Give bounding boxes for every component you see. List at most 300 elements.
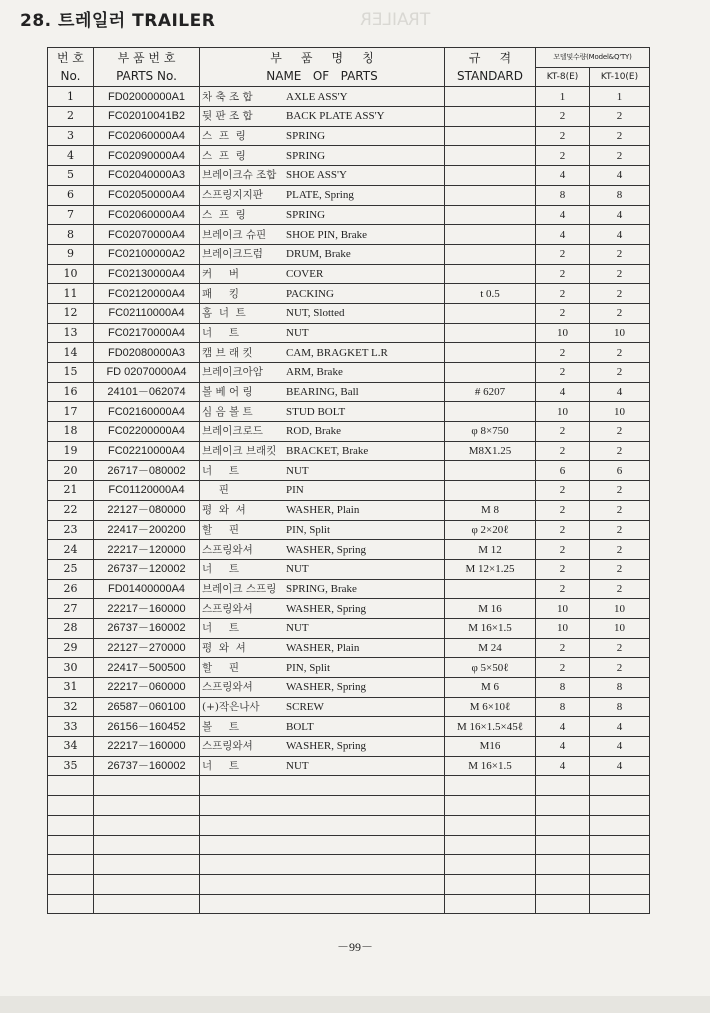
row-qty-kt10: 2 [590,146,650,166]
row-standard: M 6×10ℓ [445,697,536,717]
row-no: 5 [48,166,94,186]
page-title: 28. 트레일러 TRAILER [20,11,216,31]
row-name-en: BACK PLATE ASS'Y [286,110,385,123]
row-qty-kt8: 2 [536,126,590,146]
header-standard-en: STANDARD [456,69,524,84]
header-model-qty: 모델및수량(Model&Q'TY) [536,48,650,68]
row-no: 30 [48,658,94,678]
row-no: 19 [48,441,94,461]
empty-table-row [48,815,650,835]
row-parts-no: FD02080000A3 [94,343,200,363]
row-name [200,678,445,698]
row-qty-kt10: 2 [590,303,650,323]
row-name [200,303,445,323]
row-standard [445,343,536,363]
row-name [200,481,445,501]
row-name [200,343,445,363]
row-qty-kt8: 2 [536,559,590,579]
row-name-ko: 브레이크 슈핀 [202,228,267,241]
row-standard: M 6 [445,678,536,698]
row-qty-kt10: 4 [590,166,650,186]
row-qty-kt10: 4 [590,737,650,757]
row-name-en: WASHER, Spring [286,681,367,694]
empty-cell [48,874,94,894]
row-no: 18 [48,422,94,442]
empty-table-row [48,874,650,894]
empty-cell [590,835,650,855]
row-qty-kt10: 2 [590,481,650,501]
empty-cell [94,874,200,894]
table-row [48,402,650,422]
header-name-en: NAME OF PARTS [266,69,378,84]
row-qty-kt8: 4 [536,225,590,245]
row-qty-kt10: 2 [590,422,650,442]
header-name-ko: 부 품 명 칭 [270,51,374,66]
row-name-en: SPRING, Brake [286,582,357,595]
row-standard [445,579,536,599]
table-row [48,579,650,599]
row-name [200,382,445,402]
row-name-en: CAM, BRAGKET L.R [286,346,388,359]
row-standard: φ 8×750 [445,422,536,442]
row-name-en: PACKING [286,287,334,300]
empty-cell [445,894,536,914]
row-no: 13 [48,323,94,343]
empty-cell [48,796,94,816]
row-name-en: SHOE ASS'Y [286,169,347,182]
empty-cell [590,796,650,816]
row-name [200,579,445,599]
row-parts-no: 22217－160000 [94,737,200,757]
table-row [48,697,650,717]
empty-table-row [48,855,650,875]
row-name [200,697,445,717]
row-parts-no: FC02010041B2 [94,107,200,127]
row-name-ko: 너 트 [202,326,239,339]
table-row [48,658,650,678]
empty-cell [94,894,200,914]
table-row [48,481,650,501]
row-qty-kt10: 2 [590,363,650,383]
row-qty-kt10: 2 [590,540,650,560]
row-standard: φ 5×50ℓ [445,658,536,678]
row-parts-no: FC02060000A4 [94,126,200,146]
row-parts-no: 26587－060100 [94,697,200,717]
row-name-en: PIN, Split [286,523,331,536]
row-no: 27 [48,599,94,619]
row-parts-no: 26737－160002 [94,618,200,638]
row-no: 20 [48,461,94,481]
empty-cell [200,815,445,835]
row-qty-kt10: 2 [590,343,650,363]
row-qty-kt10: 10 [590,402,650,422]
row-standard: M 8 [445,500,536,520]
empty-cell [445,855,536,875]
table-row [48,107,650,127]
row-qty-kt8: 2 [536,343,590,363]
row-name [200,284,445,304]
row-name [200,540,445,560]
row-name-en: NUT, Slotted [286,307,345,320]
row-name-en: PLATE, Spring [286,189,354,202]
row-standard [445,146,536,166]
row-no: 14 [48,343,94,363]
row-name [200,323,445,343]
table-row [48,559,650,579]
row-name-ko: 브레이크드럼 [202,248,263,261]
bleed-through-title: TRAILER [360,10,431,30]
row-no: 35 [48,756,94,776]
table-row [48,126,650,146]
row-no: 1 [48,87,94,107]
table-row [48,264,650,284]
empty-cell [200,855,445,875]
parts-table [47,47,650,914]
row-qty-kt8: 4 [536,737,590,757]
row-qty-kt8: 8 [536,185,590,205]
row-qty-kt10: 2 [590,264,650,284]
row-parts-no: FC02070000A4 [94,225,200,245]
table-row [48,638,650,658]
row-name-ko: 평 와 셔 [202,641,246,654]
header-parts-no [94,48,200,87]
row-name [200,107,445,127]
empty-cell [200,796,445,816]
row-name-en: WASHER, Plain [286,504,360,517]
row-name-en: SCREW [286,701,324,714]
empty-cell [590,776,650,796]
header-no-en: No. [60,69,81,84]
row-qty-kt8: 2 [536,540,590,560]
row-no: 22 [48,500,94,520]
table-row [48,343,650,363]
row-name-ko: 볼 베 어 링 [202,386,253,399]
empty-cell [590,815,650,835]
row-no: 4 [48,146,94,166]
row-qty-kt8: 2 [536,481,590,501]
parts-table-body [48,87,650,914]
header-model-kt10: KT-10(E) [590,67,650,87]
row-parts-no: 26737－120002 [94,559,200,579]
row-name-en: WASHER, Spring [286,602,367,615]
empty-cell [200,894,445,914]
row-name [200,166,445,186]
row-qty-kt10: 2 [590,500,650,520]
row-qty-kt10: 2 [590,579,650,599]
row-name-ko: 홈 너 트 [202,307,246,320]
empty-cell [445,776,536,796]
row-standard: φ 2×20ℓ [445,520,536,540]
table-row [48,599,650,619]
empty-cell [94,815,200,835]
row-qty-kt10: 8 [590,185,650,205]
row-qty-kt10: 10 [590,599,650,619]
row-qty-kt10: 8 [590,678,650,698]
row-qty-kt8: 2 [536,658,590,678]
row-name [200,717,445,737]
row-parts-no: 24101－062074 [94,382,200,402]
row-parts-no: 22217－160000 [94,599,200,619]
row-name-ko: 핀 [202,484,229,497]
empty-cell [590,894,650,914]
row-standard [445,461,536,481]
empty-cell [445,815,536,835]
empty-cell [536,796,590,816]
row-name-ko: 패 킹 [202,287,239,300]
row-qty-kt10: 2 [590,638,650,658]
page-bottom-edge [0,996,710,1013]
row-name [200,441,445,461]
empty-cell [200,874,445,894]
row-name [200,638,445,658]
table-row [48,87,650,107]
empty-cell [48,835,94,855]
table-row [48,323,650,343]
row-no: 32 [48,697,94,717]
row-name-ko: (+)작은나사 [202,701,260,714]
table-row [48,678,650,698]
row-no: 26 [48,579,94,599]
table-row [48,540,650,560]
row-qty-kt8: 10 [536,323,590,343]
row-no: 24 [48,540,94,560]
row-standard [445,225,536,245]
row-standard: # 6207 [445,382,536,402]
table-row [48,461,650,481]
header-standard [445,48,536,87]
row-name-en: ARM, Brake [286,366,343,379]
row-qty-kt8: 4 [536,756,590,776]
row-standard: t 0.5 [445,284,536,304]
row-name [200,146,445,166]
row-standard [445,244,536,264]
table-row [48,618,650,638]
row-name [200,756,445,776]
empty-table-row [48,894,650,914]
row-qty-kt10: 2 [590,658,650,678]
row-name [200,559,445,579]
table-row [48,363,650,383]
row-name [200,225,445,245]
row-parts-no: FC01120000A4 [94,481,200,501]
row-name-ko: 평 와 셔 [202,504,246,517]
row-parts-no: FD01400000A4 [94,579,200,599]
row-qty-kt8: 2 [536,264,590,284]
row-name-en: WASHER, Spring [286,740,367,753]
row-parts-no: 26737－160002 [94,756,200,776]
row-name-en: SPRING [286,208,326,221]
row-parts-no: FC02120000A4 [94,284,200,304]
row-standard: M 12×1.25 [445,559,536,579]
row-name [200,185,445,205]
row-name [200,599,445,619]
empty-cell [445,835,536,855]
row-qty-kt8: 6 [536,461,590,481]
empty-cell [48,776,94,796]
row-name [200,737,445,757]
row-name-en: AXLE ASS'Y [286,90,348,103]
row-standard [445,107,536,127]
row-name-ko: 뒷 판 조 합 [202,110,253,123]
row-name-en: WASHER, Plain [286,641,360,654]
row-name-en: NUT [286,464,309,477]
row-no: 9 [48,244,94,264]
row-parts-no: FC02110000A4 [94,303,200,323]
row-name-en: WASHER, Spring [286,543,367,556]
row-parts-no: FC02160000A4 [94,402,200,422]
row-name-en: DRUM, Brake [286,248,351,261]
row-qty-kt10: 4 [590,205,650,225]
row-qty-kt10: 1 [590,87,650,107]
row-qty-kt8: 4 [536,717,590,737]
row-qty-kt10: 10 [590,323,650,343]
row-standard [445,303,536,323]
row-name-ko: 너 트 [202,464,239,477]
row-no: 11 [48,284,94,304]
row-name-en: SHOE PIN, Brake [286,228,367,241]
row-parts-no: 22127－080000 [94,500,200,520]
row-standard [445,481,536,501]
table-row [48,737,650,757]
row-name [200,205,445,225]
empty-cell [536,835,590,855]
row-qty-kt10: 6 [590,461,650,481]
row-name-ko: 차 축 조 합 [202,90,253,103]
table-row [48,500,650,520]
row-qty-kt8: 10 [536,618,590,638]
row-qty-kt8: 4 [536,382,590,402]
table-row [48,225,650,245]
row-qty-kt8: 8 [536,697,590,717]
row-name [200,402,445,422]
empty-table-row [48,776,650,796]
row-standard: M16 [445,737,536,757]
row-parts-no: 22217－060000 [94,678,200,698]
row-name-ko: 브레이크아암 [202,366,263,379]
row-parts-no: 22417－200200 [94,520,200,540]
row-name-en: NUT [286,563,309,576]
row-name-en: BEARING, Ball [286,386,359,399]
table-row [48,244,650,264]
row-name [200,500,445,520]
row-qty-kt8: 10 [536,599,590,619]
row-qty-kt10: 10 [590,618,650,638]
row-qty-kt8: 2 [536,303,590,323]
row-no: 16 [48,382,94,402]
row-parts-no: 26156－160452 [94,717,200,737]
header-parts-no-en: PARTS No. [116,69,177,84]
row-no: 34 [48,737,94,757]
row-qty-kt8: 2 [536,146,590,166]
page-number: －99－ [336,940,373,954]
row-name [200,618,445,638]
row-standard: M 16×1.5 [445,756,536,776]
row-name [200,658,445,678]
row-qty-kt10: 4 [590,382,650,402]
table-row [48,382,650,402]
row-name [200,461,445,481]
row-qty-kt10: 4 [590,717,650,737]
row-no: 7 [48,205,94,225]
row-qty-kt10: 2 [590,126,650,146]
row-no: 25 [48,559,94,579]
row-no: 15 [48,363,94,383]
row-name-en: SPRING [286,130,326,143]
empty-cell [536,894,590,914]
header-no [48,48,94,87]
row-standard [445,402,536,422]
table-row [48,303,650,323]
empty-cell [48,855,94,875]
empty-cell [200,776,445,796]
row-parts-no: FC02060000A4 [94,205,200,225]
row-qty-kt8: 2 [536,107,590,127]
row-standard: M8X1.25 [445,441,536,461]
row-no: 29 [48,638,94,658]
table-row [48,441,650,461]
row-name-ko: 스프링와셔 [202,740,253,753]
row-name-en: STUD BOLT [286,405,346,418]
empty-cell [590,874,650,894]
row-name-ko: 브레이크 브래킷 [202,445,277,458]
row-parts-no: FC02040000A3 [94,166,200,186]
empty-table-row [48,796,650,816]
header-no-ko: 번 호 [57,51,84,66]
row-name-ko: 너 트 [202,622,239,635]
empty-cell [445,796,536,816]
row-parts-no: FD02000000A1 [94,87,200,107]
row-no: 12 [48,303,94,323]
row-parts-no: FC02100000A2 [94,244,200,264]
row-standard [445,87,536,107]
empty-cell [48,815,94,835]
empty-cell [536,776,590,796]
row-qty-kt8: 2 [536,422,590,442]
row-name [200,363,445,383]
row-name-en: NUT [286,622,309,635]
row-name-ko: 볼 트 [202,720,239,733]
row-name-en: NUT [286,760,309,773]
row-qty-kt8: 2 [536,638,590,658]
empty-cell [48,894,94,914]
row-name-ko: 스 프 링 [202,130,246,143]
row-qty-kt8: 10 [536,402,590,422]
row-qty-kt10: 2 [590,520,650,540]
row-name-en: ROD, Brake [286,425,341,438]
row-qty-kt10: 4 [590,225,650,245]
row-name-en: PIN [286,484,304,497]
row-qty-kt10: 2 [590,244,650,264]
row-name-ko: 스 프 링 [202,149,246,162]
empty-cell [94,796,200,816]
row-qty-kt10: 2 [590,284,650,304]
row-standard: M 16×1.5 [445,618,536,638]
header-model-kt8: KT-8(E) [536,67,590,87]
empty-table-row [48,835,650,855]
row-name-ko: 할 핀 [202,661,239,674]
row-no: 31 [48,678,94,698]
row-parts-no: FC02130000A4 [94,264,200,284]
table-row [48,422,650,442]
row-qty-kt8: 2 [536,500,590,520]
row-no: 21 [48,481,94,501]
row-no: 6 [48,185,94,205]
row-qty-kt8: 2 [536,579,590,599]
table-row [48,185,650,205]
row-no: 2 [48,107,94,127]
row-name-ko: 스프링와셔 [202,543,253,556]
row-name-en: BOLT [286,720,314,733]
